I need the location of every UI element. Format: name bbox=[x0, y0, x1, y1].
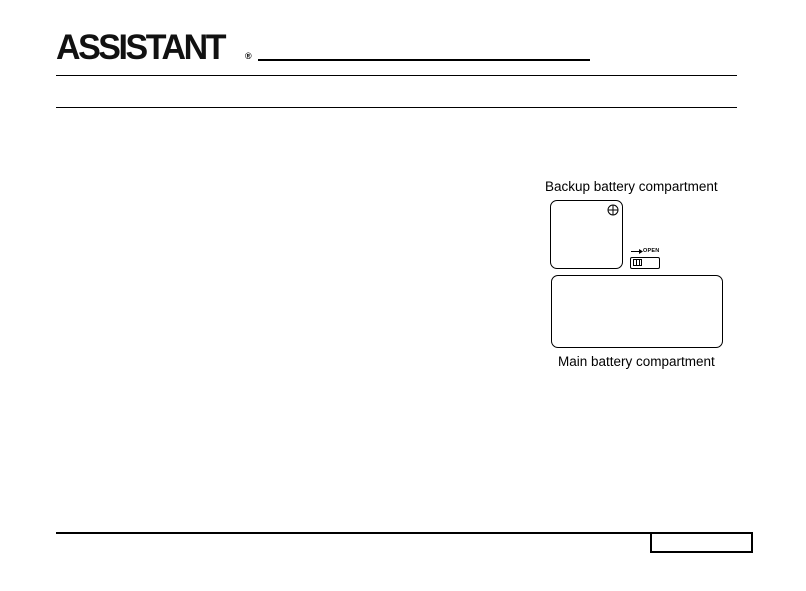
header-rule-bottom bbox=[56, 107, 737, 108]
main-battery-caption: Main battery compartment bbox=[558, 354, 715, 369]
footer-rule bbox=[56, 532, 753, 534]
header-underline bbox=[258, 59, 590, 61]
open-label: OPEN bbox=[643, 248, 660, 254]
compartment-latch-switch bbox=[630, 257, 660, 269]
registered-mark: ® bbox=[245, 51, 252, 61]
plus-in-circle-icon bbox=[607, 204, 619, 216]
arrow-right-icon bbox=[631, 248, 643, 255]
page-number-box bbox=[650, 532, 753, 553]
switch-knob bbox=[633, 259, 642, 266]
header-rule-top bbox=[56, 75, 737, 76]
backup-battery-compartment bbox=[550, 200, 623, 269]
main-battery-compartment bbox=[551, 275, 723, 348]
backup-battery-caption: Backup battery compartment bbox=[545, 179, 718, 194]
brand-logo: ASSISTANT bbox=[56, 28, 225, 67]
